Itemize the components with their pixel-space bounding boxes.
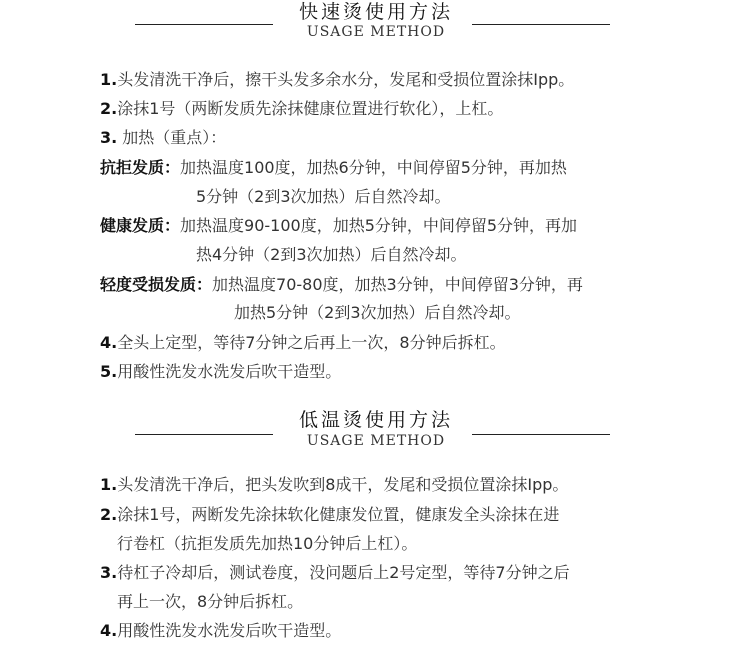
hair-type-resistant — [100, 157, 567, 179]
step-1 — [100, 474, 568, 496]
step-3-cont: 再上一次，8分钟后拆杠。 — [117, 592, 304, 611]
section-subtitle: USAGE METHOD — [306, 433, 446, 449]
section-subtitle: USAGE METHOD — [306, 24, 446, 40]
step-text: 全头上定型，等待7分钟之后再上一次，8分钟后拆杠。 — [117, 333, 506, 352]
hair-type-healthy — [100, 215, 577, 237]
step-text: 涂抹1号，两断发先涂抹软化健康发位置，健康发全头涂抹在进 — [117, 505, 560, 524]
step-2 — [100, 504, 559, 526]
step-1 — [100, 69, 574, 91]
step-number: 2. — [100, 505, 118, 524]
section-title: 低温烫使用方法 — [298, 409, 453, 431]
step-number: 1. — [100, 475, 118, 494]
step-text: 涂抹1号（两断发质先涂抹健康位置进行软化），上杠。 — [117, 99, 504, 118]
step-number: 4. — [100, 621, 118, 640]
hair-type-healthy-cont: 热4分钟（2到3次加热）后自然冷却。 — [196, 245, 467, 264]
step-4 — [100, 620, 341, 642]
step-number: 4. — [100, 333, 118, 352]
step-number: 5. — [100, 362, 118, 381]
step-text: 待杠子冷却后，测试卷度，没问题后上2号定型，等待7分钟之后 — [117, 563, 570, 582]
step-text: 加热（重点）： — [117, 128, 227, 147]
step-3 — [100, 562, 570, 584]
hair-type-text: 加热温度70-80度，加热3分钟，中间停留3分钟，再 — [212, 275, 583, 294]
step-2-cont: 行卷杠（抗拒发质先加热10分钟后上杠）。 — [117, 534, 418, 553]
hair-type-damaged-cont: 加热5分钟（2到3次加热）后自然冷却。 — [234, 303, 521, 322]
hair-type-label: 抗拒发质： — [100, 158, 181, 177]
step-text: 用酸性洗发水洗发后吹干造型。 — [117, 621, 342, 640]
step-4 — [100, 332, 506, 354]
section-title: 快速烫使用方法 — [298, 1, 453, 23]
step-number: 3. — [100, 128, 118, 147]
step-number: 2. — [100, 99, 118, 118]
step-text: 头发清洗干净后，把头发吹到8成干，发尾和受损位置涂抹Ipp。 — [117, 475, 569, 494]
step-5 — [100, 361, 341, 383]
step-text: 用酸性洗发水洗发后吹干造型。 — [117, 362, 342, 381]
step-2 — [100, 98, 503, 120]
hair-type-label: 健康发质： — [100, 216, 181, 235]
hair-type-text: 加热温度100度，加热6分钟，中间停留5分钟，再加热 — [180, 158, 567, 177]
step-text: 头发清洗干净后，擦干头发多余水分，发尾和受损位置涂抹Ipp。 — [117, 70, 575, 89]
hair-type-text: 加热温度90-100度，加热5分钟，中间停留5分钟，再加 — [180, 216, 578, 235]
step-number: 1. — [100, 70, 118, 89]
hair-type-damaged — [100, 274, 583, 296]
step-number: 3. — [100, 563, 118, 582]
hair-type-label: 轻度受损发质： — [100, 275, 213, 294]
step-3 — [100, 127, 226, 149]
hair-type-resistant-cont: 5分钟（2到3次加热）后自然冷却。 — [196, 187, 451, 206]
